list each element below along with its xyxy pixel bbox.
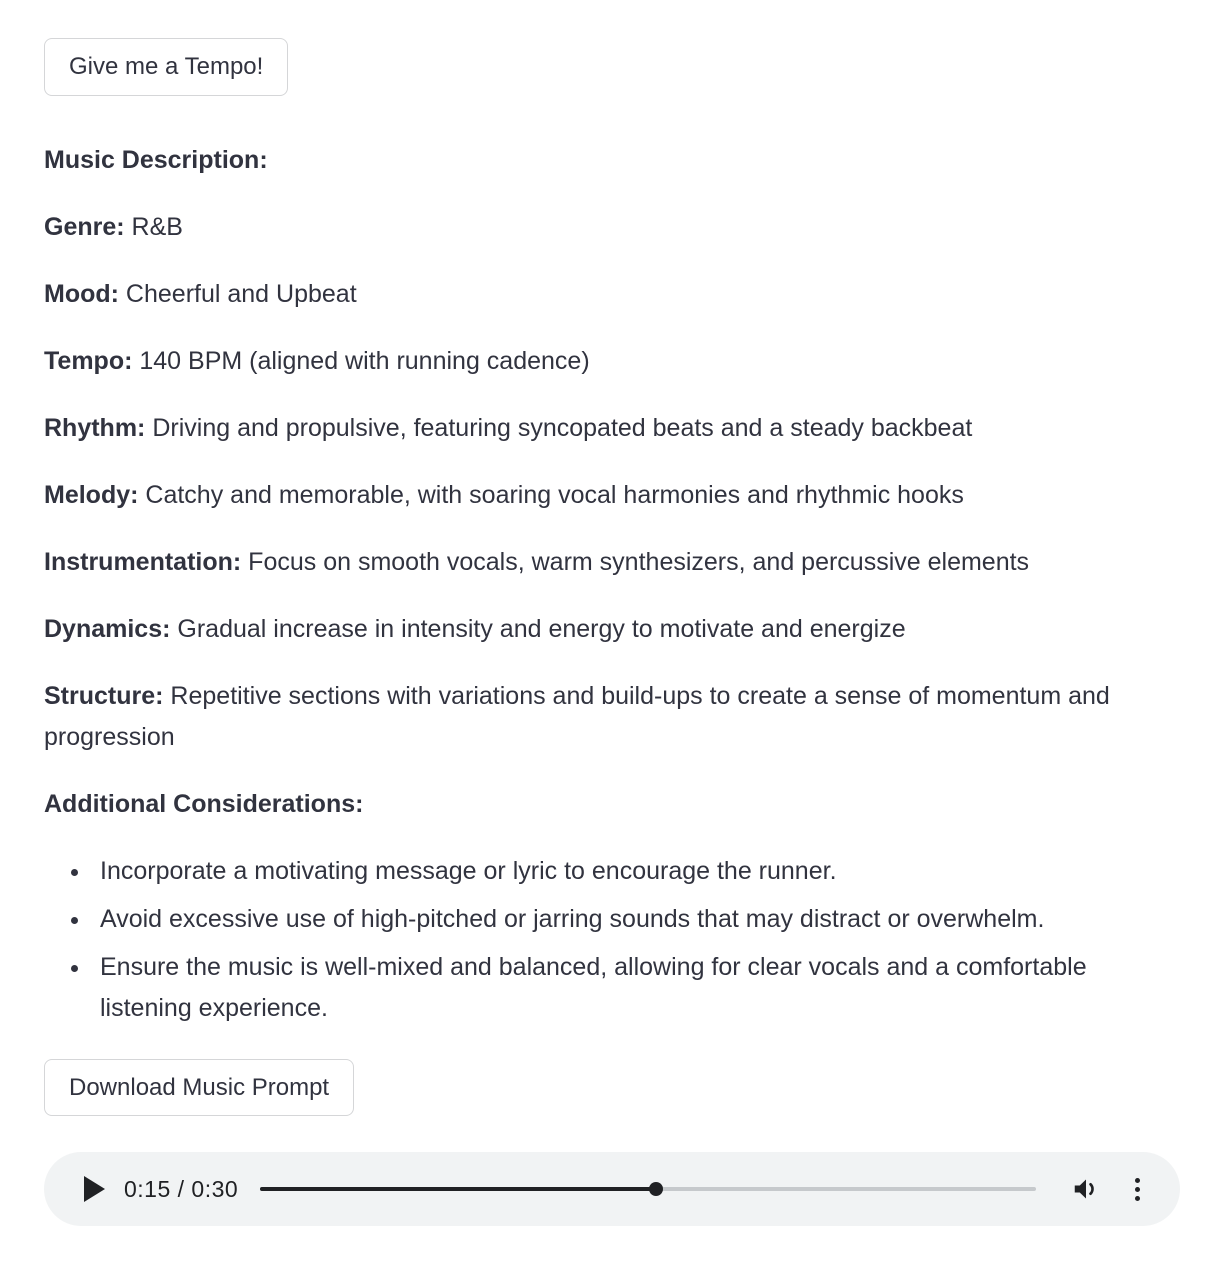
field-genre-value: R&B	[131, 212, 183, 241]
field-tempo-value: 140 BPM (aligned with running cadence)	[139, 346, 590, 375]
list-item: • Incorporate a motivating message or lyric to encourage the runner.	[92, 851, 1180, 892]
field-melody-value: Catchy and memorable, with soaring vocal harmonies and rhythmic hooks	[145, 480, 964, 509]
additional-considerations-heading-text: Additional Considerations:	[44, 789, 364, 818]
menu-dot-icon	[1135, 1196, 1140, 1201]
field-instrumentation-value: Focus on smooth vocals, warm synthesizers, and percussive elements	[248, 547, 1030, 576]
field-dynamics	[44, 609, 1180, 650]
give-me-a-tempo-button[interactable]: Give me a Tempo!	[44, 38, 288, 96]
music-description-heading-text: Music Description:	[44, 145, 268, 174]
considerations-list	[44, 851, 1180, 1029]
field-genre	[44, 207, 1180, 248]
field-mood	[44, 274, 1180, 315]
list-item: • Ensure the music is well-mixed and balanced, allowing for clear vocals and a comfortable listening experience.	[92, 947, 1180, 1029]
audio-player	[44, 1152, 1180, 1226]
field-mood-label: Mood:	[44, 279, 119, 308]
field-rhythm-value: Driving and propulsive, featuring syncopated beats and a steady backbeat	[152, 413, 973, 442]
field-tempo-label: Tempo:	[44, 346, 133, 375]
play-icon	[84, 1176, 105, 1202]
audio-progress-track[interactable]	[260, 1187, 1036, 1191]
volume-button[interactable]	[1066, 1169, 1106, 1209]
field-structure-value: Repetitive sections with variations and build-ups to create a sense of momentum and progression	[44, 681, 1110, 751]
field-instrumentation-label: Instrumentation:	[44, 547, 242, 576]
menu-dot-icon	[1135, 1178, 1140, 1183]
menu-dot-icon	[1135, 1187, 1140, 1192]
field-melody-label: Melody:	[44, 480, 139, 509]
field-rhythm	[44, 408, 1180, 449]
music-description-section	[44, 140, 1180, 1029]
volume-icon	[1071, 1174, 1101, 1204]
field-dynamics-value: Gradual increase in intensity and energy to motivate and energize	[177, 614, 906, 643]
overflow-menu-button[interactable]	[1120, 1169, 1154, 1209]
field-instrumentation	[44, 542, 1180, 583]
field-melody	[44, 475, 1180, 516]
additional-considerations-heading	[44, 784, 1180, 825]
field-genre-label: Genre:	[44, 212, 125, 241]
download-music-prompt-button[interactable]: Download Music Prompt	[44, 1059, 354, 1117]
audio-progress-thumb[interactable]	[649, 1182, 663, 1196]
list-item: • Avoid excessive use of high-pitched or jarring sounds that may distract or overwhelm.	[92, 899, 1180, 940]
audio-progress-played	[260, 1187, 656, 1191]
field-rhythm-label: Rhythm:	[44, 413, 146, 442]
music-description-heading	[44, 140, 1180, 181]
field-tempo	[44, 341, 1180, 382]
field-mood-value: Cheerful and Upbeat	[125, 279, 357, 308]
play-button[interactable]	[70, 1167, 114, 1211]
field-dynamics-label: Dynamics:	[44, 614, 171, 643]
download-row	[44, 1059, 1180, 1117]
field-structure-label: Structure:	[44, 681, 164, 710]
audio-time-display: 0:15 / 0:30	[124, 1175, 239, 1202]
field-structure	[44, 676, 1180, 758]
